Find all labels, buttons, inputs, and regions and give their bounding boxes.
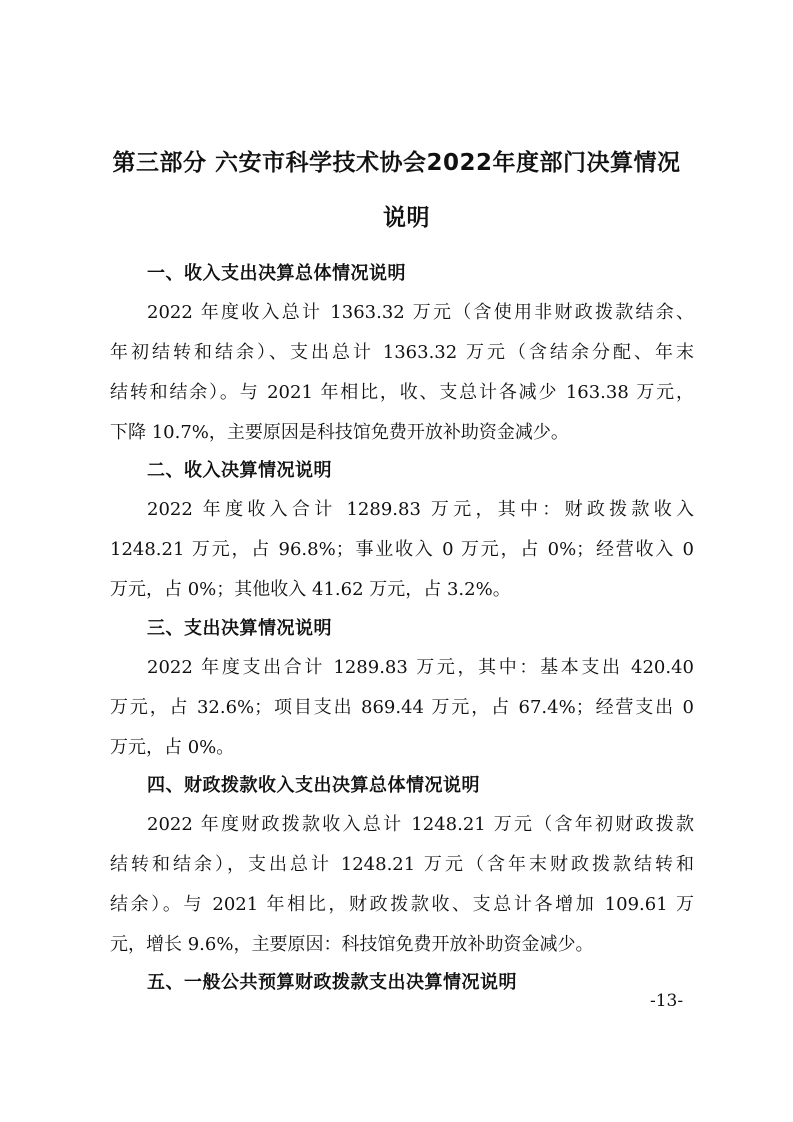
section-heading-3: 三、支出决算情况说明 — [147, 618, 332, 639]
paragraph-line: 2022 年度支出合计 1289.83 万元，其中：基本支出 420.40 — [147, 657, 694, 678]
page-number: -13- — [650, 991, 684, 1011]
paragraph-line: 元，增长 9.6%，主要原因：科技馆免费开放补助资金减少。 — [110, 934, 594, 955]
paragraph-line: 万元，占 0%。 — [110, 737, 235, 758]
paragraph-line: 2022 年度收入总计 1363.32 万元（含使用非财政拨款结余、 — [147, 302, 694, 323]
section-heading-1: 一、收入支出决算总体情况说明 — [147, 263, 406, 284]
paragraph-line: 年初结转和结余）、支出总计 1363.32 万元（含结余分配、年末 — [110, 342, 694, 363]
paragraph-line: 结转和结余），支出总计 1248.21 万元（含年末财政拨款结转和 — [110, 854, 694, 875]
paragraph-line: 1248.21 万元，占 96.8%；事业收入 0 万元，占 0%；经营收入 0 — [110, 539, 694, 560]
paragraph-line: 万元，占 32.6%；项目支出 869.44 万元，占 67.4%；经营支出 0 — [110, 697, 694, 718]
paragraph-line: 2022 年度财政拨款收入总计 1248.21 万元（含年初财政拨款 — [147, 814, 694, 835]
paragraph-line: 下降 10.7%，主要原因是科技馆免费开放补助资金减少。 — [110, 422, 569, 443]
paragraph-line: 结转和结余）。与 2021 年相比，收、支总计各减少 163.38 万元， — [110, 382, 694, 403]
document-title-line1: 第三部分 六安市科学技术协会2022年度部门决算情况 — [112, 150, 681, 176]
document-title-line2: 说明 — [383, 205, 430, 231]
section-heading-5: 五、一般公共预算财政拨款支出决算情况说明 — [147, 972, 517, 993]
section-heading-2: 二、收入决算情况说明 — [147, 460, 332, 481]
section-heading-4: 四、财政拨款收入支出决算总体情况说明 — [147, 775, 480, 796]
paragraph-line: 万元，占 0%；其他收入 41.62 万元，占 3.2%。 — [110, 579, 511, 600]
paragraph-line: 结余）。与 2021 年相比，财政拨款收、支总计各增加 109.61 万 — [110, 894, 694, 915]
paragraph-line: 2022 年度收入合计 1289.83 万元，其中：财政拨款收入 — [147, 499, 694, 520]
